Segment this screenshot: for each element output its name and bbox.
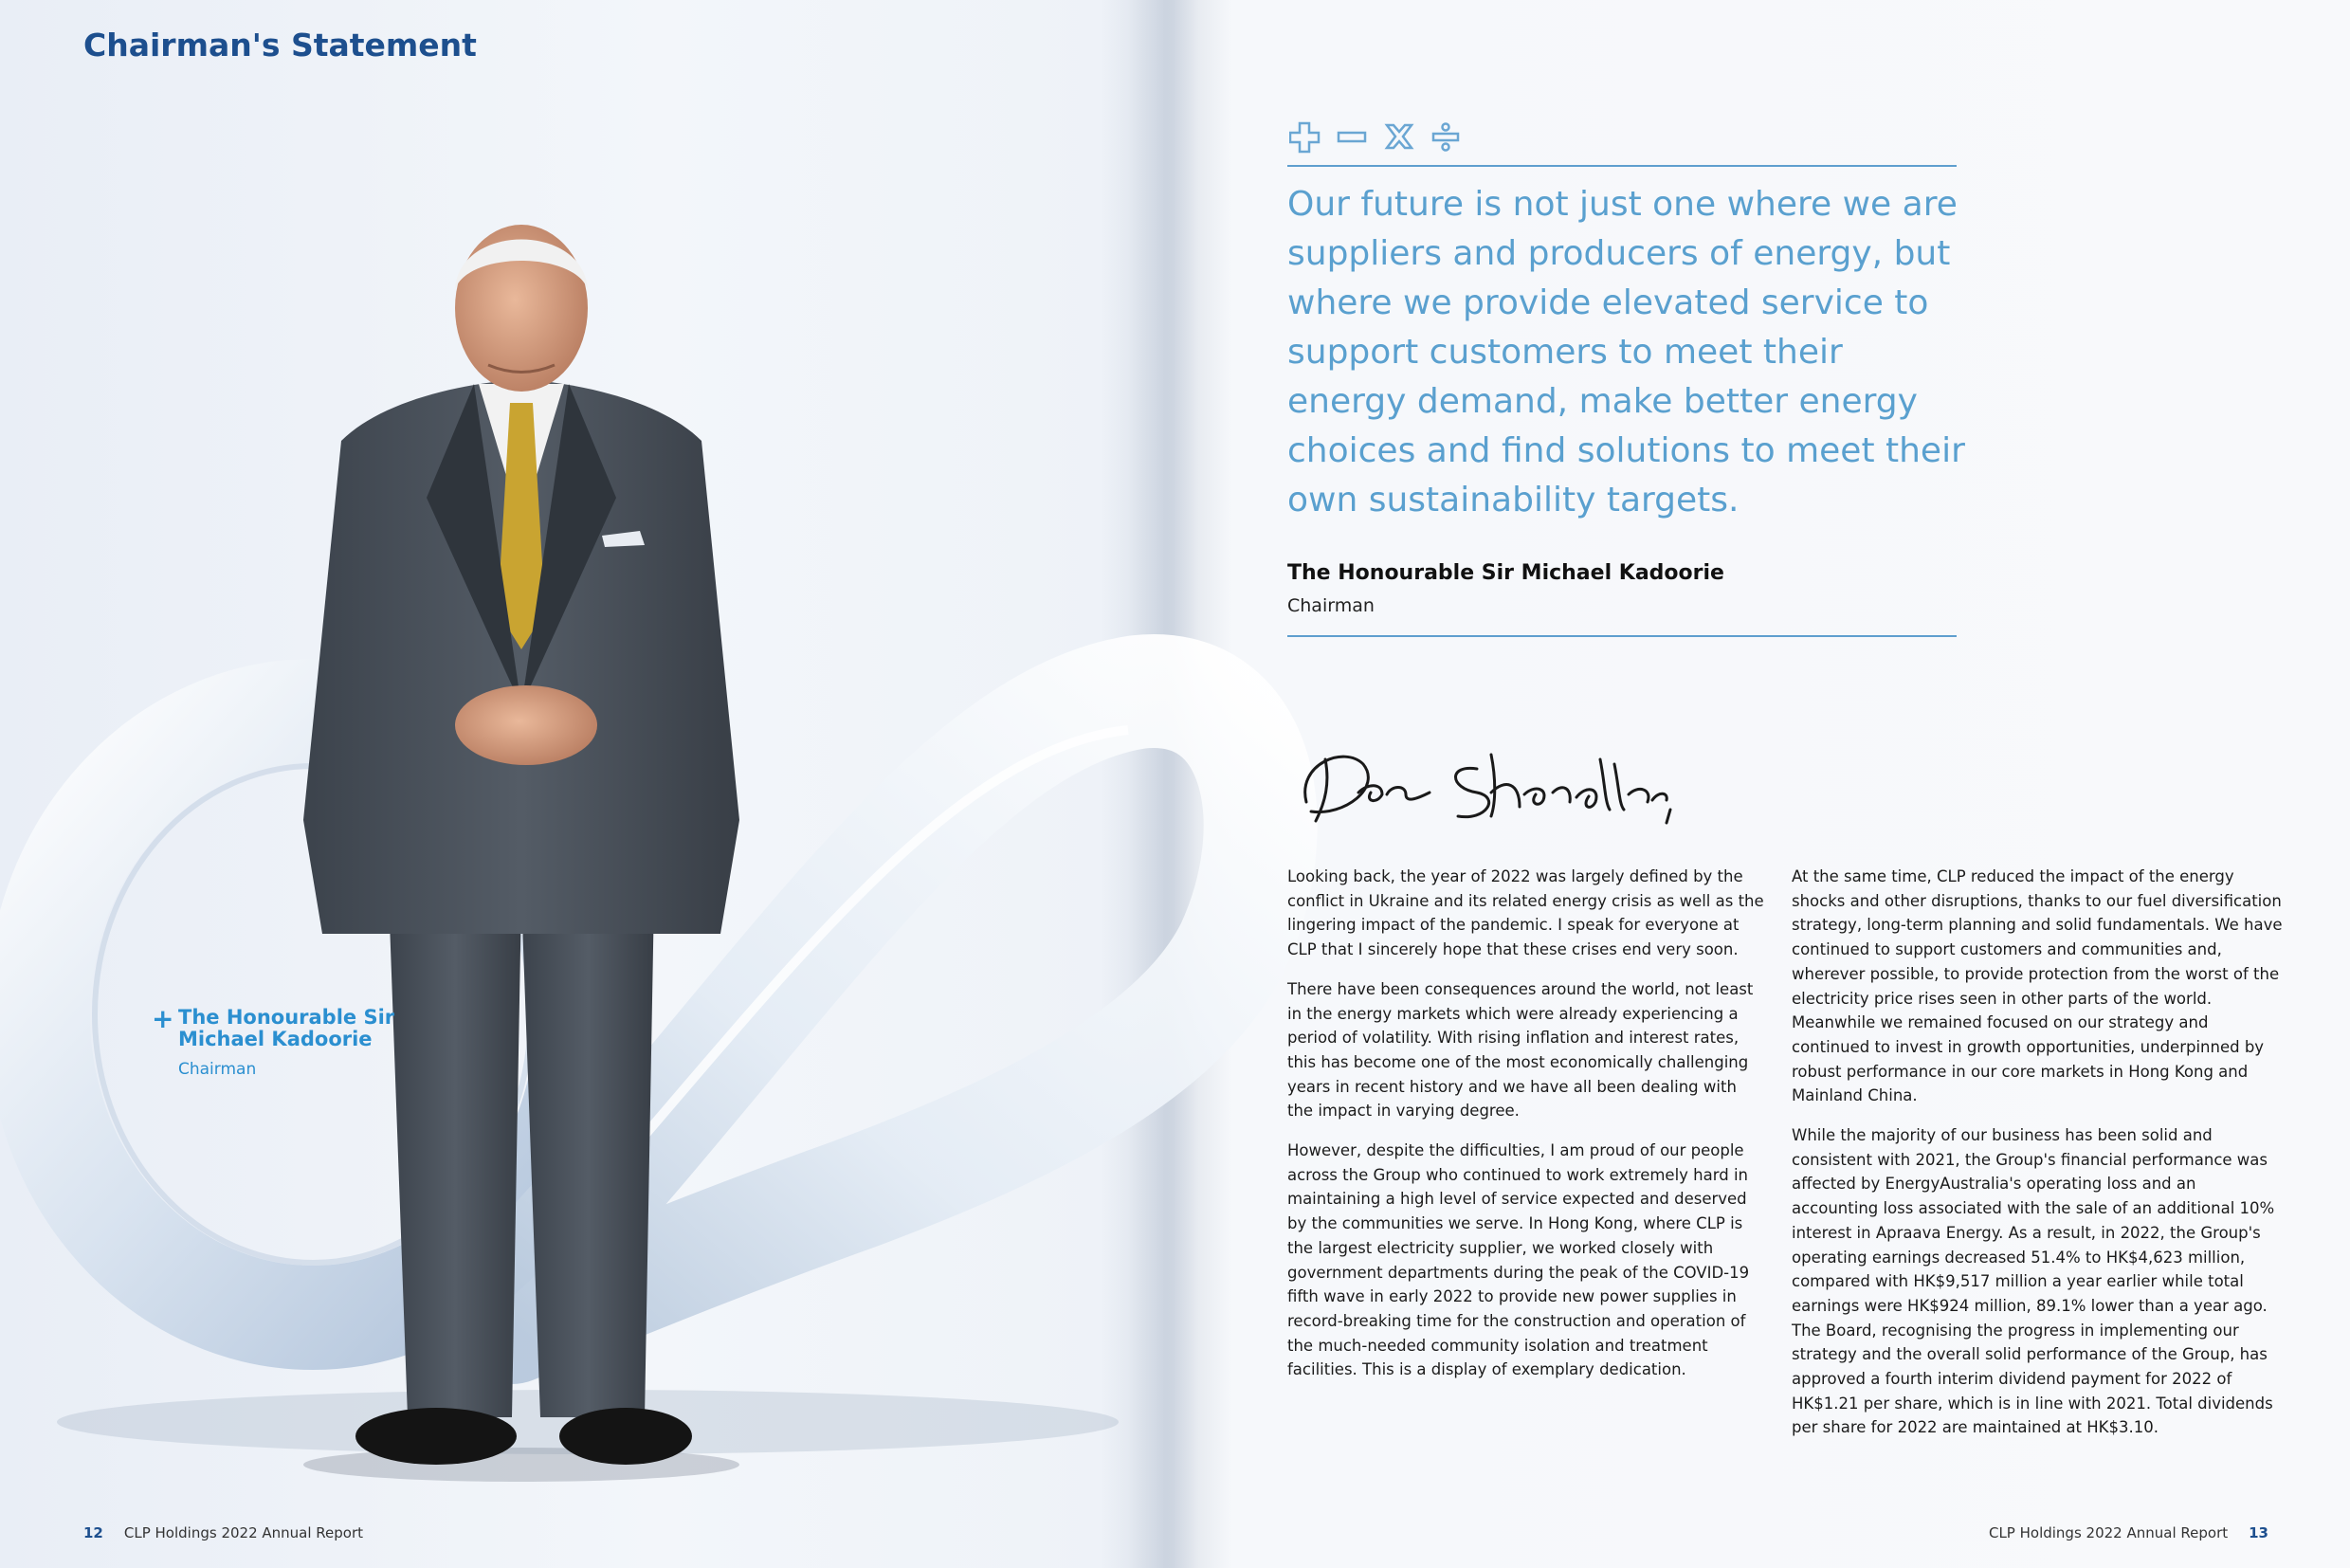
- letter-paragraph: Looking back, the year of 2022 was largely defined by the conflict in Ukraine and its related energy crisis as well as the lingering impact of the pandemic. I speak for everyone at CLP that I sincerely hope that these crises end very soon.: [1287, 867, 1764, 959]
- page-number-right: 13: [2249, 1524, 2268, 1541]
- letter-column-1: [1287, 865, 1766, 1397]
- photo-caption: [152, 1003, 398, 1079]
- photo-caption-role: Chairman: [178, 1060, 257, 1079]
- letter-paragraph: However, despite the difficulties, I am proud of our people across the Group who continued to work extremely hard in maintaining a high level of service expected and deserved by the communities we serve. In Hong Kong, where CLP is the largest electricity supplier, we worked closely with government departments during the peak of the COVID-19 fifth wave in early 2022 to provide new power supplies in record-breaking time for the construction and operation of the much-needed community isolation and treatment facilities. This is a display of exemplary dedication.: [1287, 1141, 1750, 1379]
- plus-icon: +: [152, 1003, 174, 1034]
- letter-paragraph: There have been consequences around the world, not least in the energy markets which were already experiencing a period of volatility. With rising inflation and interest rates, this has become one of the most economically challenging years in recent history and we have all been dealing with the impact in varying degree.: [1287, 979, 1754, 1121]
- quote-attribution-name: The Honourable Sir Michael Kadoorie: [1287, 561, 1724, 585]
- quote-top-rule: [1287, 165, 1957, 167]
- footer-report-title-right: CLP Holdings 2022 Annual Report: [1988, 1524, 2229, 1541]
- letter-paragraph: While the majority of our business has been solid and consistent with 2021, the Group's financial performance was affected by EnergyAustralia's operating loss and an accounting loss associated with the sale of an additional 10% interest in Apraava Energy. As a result, in 2022, the Group's operating earnings decreased 51.4% to HK$4,623 million, compared with HK$9,517 million a year earlier while total earnings were HK$924 million, 89.1% lower than a year ago. The Board, recognising the progress in implementing our strategy and the overall solid performance of the Group, has approved a fourth interim dividend payment for 2022 of HK$1.21 per share, which is in line with 2021. Total dividends per share for 2022 are maintained at HK$3.10.: [1792, 1126, 2275, 1437]
- minus-icon: [1339, 133, 1365, 141]
- handwritten-salutation: [1287, 736, 1685, 840]
- letter-paragraph: At the same time, CLP reduced the impact of the energy shocks and other disruptions, thanks to our fuel diversification strategy, long-term planning and solid fundamentals. We have continued to support customers and communities and, wherever possible, to provide protection from the worst of the electricity price rises seen in other parts of the world. Meanwhile we remained focused on our strategy and continued to invest in growth opportunities, underpinned by robust performance in our core markets in Hong Kong and Mainland China.: [1792, 867, 2283, 1105]
- footer-report-title-left: CLP Holdings 2022 Annual Report: [123, 1524, 364, 1541]
- pull-quote: Our future is not just one where we are suppliers and producers of energy, but where we provide elevated service to support customers to meet their energy demand, make better energy choices and find solutions to meet their own sustainability targets.: [1287, 185, 1965, 520]
- plus-icon: [1290, 123, 1319, 152]
- multiply-icon: [1387, 125, 1412, 148]
- chairman-photo: [284, 213, 777, 1484]
- section-title: Chairman's Statement: [83, 27, 477, 64]
- arithmetic-icons: [1289, 119, 1479, 155]
- quote-attribution-role: Chairman: [1287, 595, 1375, 616]
- photo-caption-name: The Honourable Sir Michael Kadoorie: [178, 1006, 395, 1050]
- divide-icon: [1433, 124, 1458, 151]
- letter-column-2: [1792, 865, 2285, 1455]
- page-number-left: 12: [83, 1524, 103, 1541]
- footer-left: [83, 1524, 363, 1541]
- footer-right: [1989, 1524, 2268, 1541]
- quote-bottom-rule: [1287, 635, 1957, 637]
